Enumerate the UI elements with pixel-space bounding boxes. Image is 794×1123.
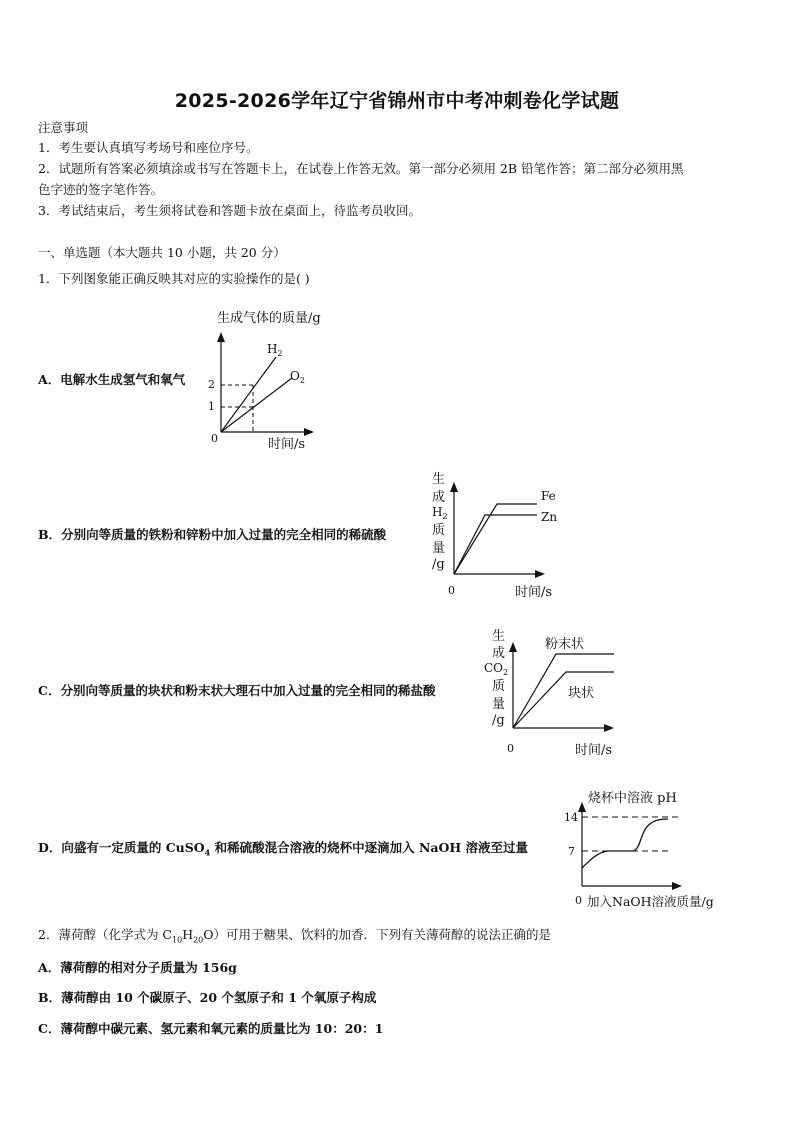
graph-a <box>200 302 360 454</box>
svg-text:量: 量 <box>492 697 506 712</box>
svg-text:成: 成 <box>432 490 446 505</box>
graph-a-tick-2: 2 <box>208 378 215 391</box>
graph-d-xlabel: 加入NaOH溶液质量/g <box>587 894 714 909</box>
graph-a-tick-1: 1 <box>208 400 215 413</box>
svg-text:0: 0 <box>575 894 582 907</box>
graph-a-h2-label: $H_2$ <box>267 342 283 358</box>
graph-a-ylabel: 生成气体的质量/g <box>217 311 321 326</box>
svg-text:成: 成 <box>492 646 506 661</box>
ph-curve <box>582 819 668 868</box>
graph-b <box>425 468 575 604</box>
svg-text:量: 量 <box>432 541 446 556</box>
graph-c-xlabel: 时间/s <box>575 743 613 758</box>
svg-text:生: 生 <box>492 629 506 644</box>
page-title: 2025-2026学年辽宁省锦州市中考冲刺卷化学试题 <box>174 90 620 112</box>
q1-option-b: B．分别向等质量的铁粉和锌粉中加入过量的完全相同的稀硫酸 <box>38 527 387 542</box>
graph-a-origin: 0 <box>211 432 218 445</box>
q1-option-a: A．电解水生成氢气和氧气 <box>38 372 186 387</box>
svg-text:/g: /g <box>432 557 445 572</box>
graph-c <box>482 626 632 762</box>
graph-b-fe-label: Fe <box>541 489 556 503</box>
notice-heading: 注意事项 <box>38 120 89 135</box>
q1-option-c: C．分别向等质量的块状和粉末状大理石中加入过量的完全相同的稀盐酸 <box>38 683 436 698</box>
q2-option-b: B．薄荷醇由 10 个碳原子、20 个氢原子和 1 个氧原子构成 <box>38 990 377 1005</box>
graph-b-xlabel: 时间/s <box>515 585 553 600</box>
svg-text:生: 生 <box>432 472 446 487</box>
svg-text:CO2: $CO_2$ <box>484 661 509 677</box>
zn-line <box>454 515 537 574</box>
block-line <box>513 672 614 728</box>
graph-a-xlabel: 时间/s <box>268 437 306 452</box>
graph-d-ylabel: 烧杯中溶液 pH <box>588 791 677 806</box>
svg-text:/g: /g <box>492 713 505 728</box>
powder-line <box>513 654 614 728</box>
o2-line <box>221 378 292 432</box>
svg-text:0: 0 <box>448 584 455 597</box>
question-1-stem: 1．下列图象能正确反映其对应的实验操作的是( ) <box>38 271 310 286</box>
graph-c-block-label: 块状 <box>568 686 595 701</box>
notice-item-2-cont: 色字迹的签字笔作答。 <box>38 182 164 197</box>
q2-option-a: A．薄荷醇的相对分子质量为 156g <box>38 960 237 975</box>
section-heading: 一、单选题（本大题共 10 小题，共 20 分） <box>38 245 286 260</box>
graph-a-o2-label: $O_2$ <box>290 369 305 385</box>
svg-text:质: 质 <box>432 523 446 538</box>
svg-text:质: 质 <box>492 679 506 694</box>
h2-line <box>221 357 276 432</box>
graph-c-powder-label: 粉末状 <box>545 637 585 652</box>
notice-item-1: 1．考生要认真填写考场号和座位序号。 <box>38 140 259 155</box>
svg-text:0: 0 <box>507 742 514 755</box>
graph-d-tick-14: 14 <box>564 811 578 824</box>
q2-option-c: C．薄荷醇中碳元素、氢元素和氧元素的质量比为 10：20：1 <box>38 1021 384 1036</box>
question-2-stem: 2．薄荷醇（化学式为 $C_{10}H_{20}O$）可用于糖果、饮料的加香．下列有关薄荷醇的说法正确的是 <box>38 927 552 945</box>
notice-item-3: 3．考试结束后，考生须将试卷和答题卡放在桌面上，待监考员收回。 <box>38 203 421 218</box>
graph-d <box>560 786 730 914</box>
graph-b-zn-label: Zn <box>541 510 558 524</box>
svg-text:H2: $H_2$ <box>432 505 448 521</box>
graph-d-tick-7: 7 <box>568 845 575 858</box>
q1-option-d: D．向盛有一定质量的 CuSO$_4$ 和稀硫酸混合溶液的烧杯中逐滴加入 NaOH 溶液至过量 <box>38 840 529 858</box>
notice-item-2: 2．试题所有答案必须填涂或书写在答题卡上，在试卷上作答无效。第一部分必须用 2B 铅笔作答；第二部分必须用黑 <box>38 161 684 176</box>
